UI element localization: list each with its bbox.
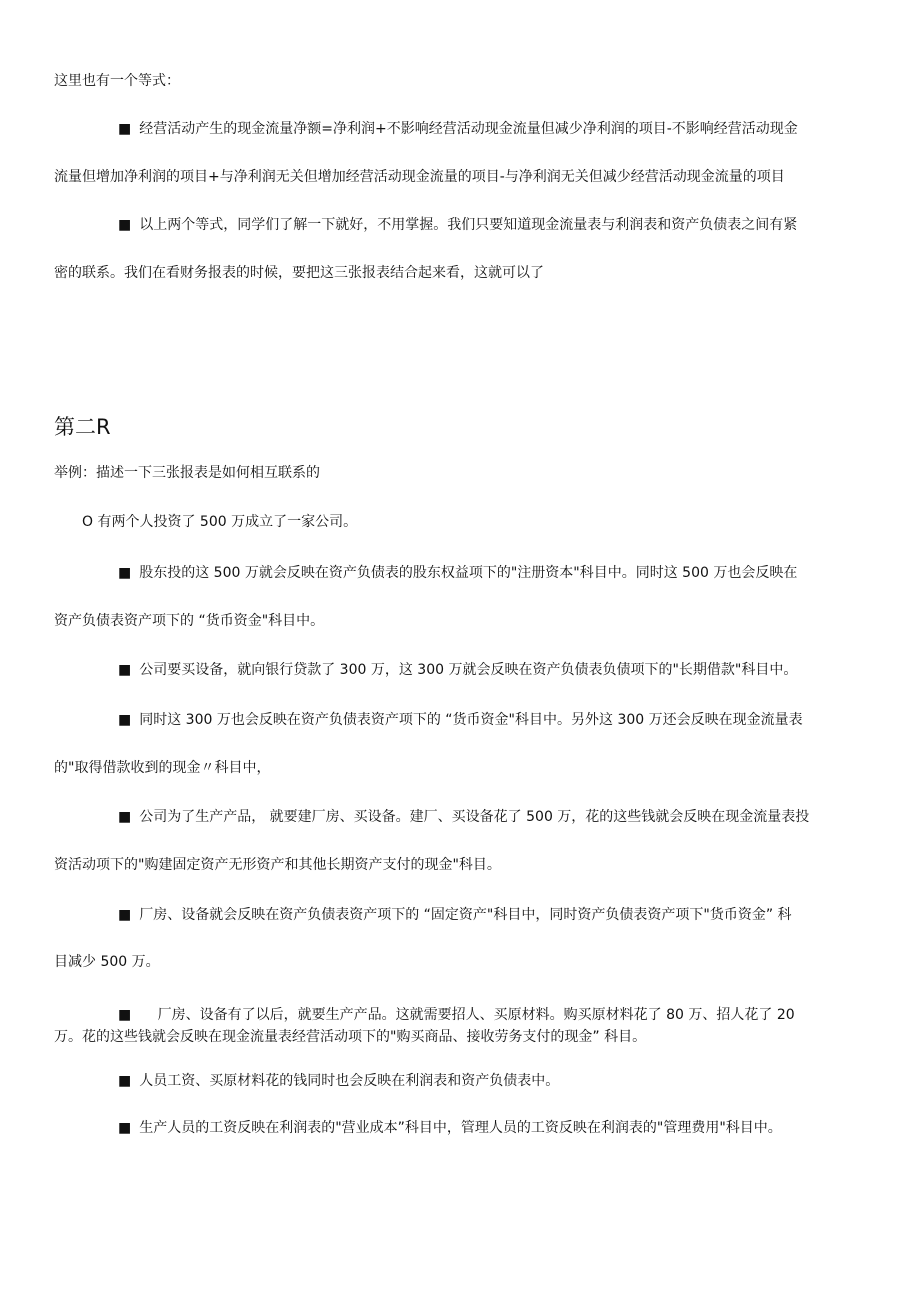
text-line: 密的联系。我们在看财务报表的时候，要把这三张报表结合起来看，这就可以了 — [54, 265, 544, 281]
bullet-line: ■ 以上两个等式，同学们了解一下就好，不用掌握。我们只要知道现金流量表与利润表和资产负债表之间有紧 — [118, 217, 798, 233]
bullet-line: ■ 股东投的这 500 万就会反映在资产负债表的股东权益项下的"注册资本"科目中。同时这 500 万也会反映在 — [118, 565, 798, 581]
bullet-icon: ■ — [118, 565, 132, 581]
bullet-line: ■ 厂房、设备就会反映在资产负债表资产项下的 “固定资产"科目中，同时资产负债表资产项下"货币资金” 科 — [118, 907, 792, 923]
bullet-line: ■ 经营活动产生的现金流量净额=净利润+不影响经营活动现金流量但减少净利润的项目-不影响经营活动现金 — [118, 121, 798, 137]
bullet-line: ■ 厂房、设备有了以后，就要生产产品。这就需要招人、买原材料。购买原材料花了 80 万、招人花了 20 — [118, 1007, 795, 1023]
text-line: 的"取得借款收到的现金〃科目中， — [54, 760, 271, 776]
text-line: 资活动项下的"购建固定资产无形资产和其他长期资产支付的现金"科目。 — [54, 857, 501, 873]
bullet-line: ■ 公司为了生产产品， 就要建厂房、买设备。建厂、买设备花了 500 万，花的这些钱就会反映在现金流量表投 — [118, 809, 810, 825]
bullet-icon: ■ — [118, 1007, 132, 1023]
text-line: 资产负债表资产项下的 “货币资金"科目中。 — [54, 613, 325, 629]
bullet-line: ■ 生产人员的工资反映在利润表的"营业成本”科目中，管理人员的工资反映在利润表的"管理费用"科目中。 — [118, 1120, 782, 1136]
bullet-icon: ■ — [118, 712, 132, 728]
bullet-icon: ■ — [118, 1120, 132, 1136]
bullet-icon: ■ — [118, 121, 132, 137]
text-line: 目减少 500 万。 — [54, 954, 160, 970]
text-line: 流量但增加净利润的项目+与净利润无关但增加经营活动现金流量的项目-与净利润无关但减少经营活动现金流量的项目 — [54, 169, 785, 185]
bullet-icon: ■ — [118, 662, 132, 678]
text-line: O 有两个人投资了 500 万成立了一家公司。 — [82, 514, 358, 530]
bullet-line: ■ 公司要买设备，就向银行贷款了 300 万，这 300 万就会反映在资产负债表负债项下的"长期借款"科目中。 — [118, 662, 798, 678]
text-line: 这里也有一个等式： — [54, 73, 180, 89]
text-line: 举例：描述一下三张报表是如何相互联系的 — [54, 465, 320, 481]
bullet-icon: ■ — [118, 1073, 132, 1089]
bullet-line: ■ 同时这 300 万也会反映在资产负债表资产项下的 “货币资金"科目中。另外这 300 万还会反映在现金流量表 — [118, 712, 803, 728]
bullet-icon: ■ — [118, 217, 132, 233]
bullet-line: ■ 人员工资、买原材料花的钱同时也会反映在利润表和资产负债表中。 — [118, 1073, 560, 1089]
bullet-icon: ■ — [118, 907, 132, 923]
text-line: 万。花的这些钱就会反映在现金流量表经营活动项下的"购买商品、接收劳务支付的现金” 科目。 — [54, 1029, 647, 1045]
bullet-icon: ■ — [118, 809, 132, 825]
section-heading: 第二R — [54, 415, 111, 439]
